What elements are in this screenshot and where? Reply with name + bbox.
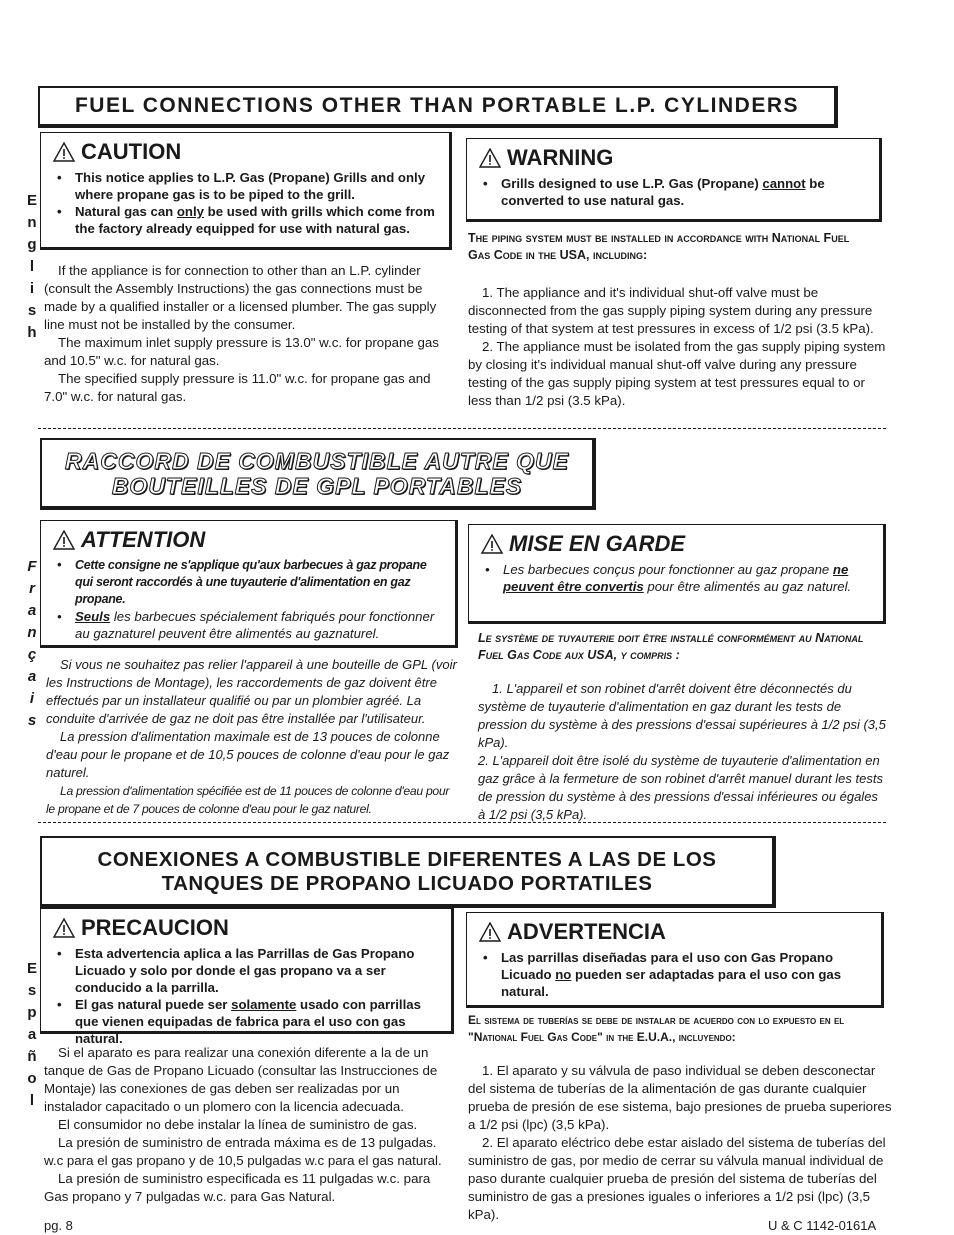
english-left-text (44, 262, 444, 406)
french-left-p2: La pression d'alimentation maximale est de 13 pouces de colonne d'eau pour le propane et de 10,5 pouces de colonne d'eau pour le gaz naturel. (46, 729, 450, 780)
attention-triangle-icon (53, 530, 75, 550)
advertencia-box (466, 912, 884, 1008)
attention-item-1: • Cette consigne ne s'applique qu'aux barbecues à gaz propane qui seront raccordés à une tuyauterie d'alimentation en gaz propane. (75, 557, 445, 608)
warning-title: WARNING (507, 145, 614, 170)
english-side-label: E n g l i s h (26, 192, 37, 341)
advertencia-item: • Las parrillas diseñadas para el uso con Gas Propano Licuado no pueden ser adaptadas para el uso con gas natural. (501, 949, 871, 1000)
french-right-p1: 1. L'appareil et son robinet d'arrêt doivent être déconnectés du système de tuyauterie d'alimentation en gaz durant les tests de pression du système à des pressions d'essai supérieures à 1/2 psi (3,5 kPa). (478, 681, 886, 750)
attention-title: ATTENTION (81, 527, 206, 552)
caution-item-1: • This notice applies to L.P. Gas (Propane) Grills and only where propane gas is to be piped to the grill. (75, 169, 439, 203)
french-banner-line1: RACCORD DE COMBUSTIBLE AUTRE QUE (65, 448, 569, 474)
spanish-left-p1: Si el aparato es para realizar una conexión diferente a la de un tanque de Gas de Propano Licuado (consultar las Instrucciones de Montaje) las conexiones de gas deben ser realizadas por un instalador capacitado o un plomero con la licencia adecuada. (44, 1045, 438, 1114)
advertencia-triangle-icon (479, 922, 501, 942)
warning-item: • Grills designed to use L.P. Gas (Propane) cannot be converted to use natural gas. (501, 175, 869, 209)
french-right-text (478, 680, 888, 824)
mise-en-garde-box (468, 524, 886, 624)
spanish-left-p3: La presión de suministro de entrada máxima es de 13 pulgadas. w.c para el gas propano y de 10,5 pulgadas w.c para el gas natural. (44, 1135, 442, 1168)
french-right-p2: 2. L'appareil doit être isolé du système de tuyauterie d'alimentation en gaz grâce à la fermeture de son robinet d'arrêt manuel durant les tests de pression du système à des pressions d'essai inférieures ou égales à 1/2 psi (3,5 kPa). (478, 753, 883, 822)
english-banner (38, 86, 838, 128)
advertencia-title: ADVERTENCIA (507, 919, 666, 944)
precaucion-box (40, 908, 454, 1046)
french-left-p3: La pression d'alimentation spécifiée est de 11 pouces de colonne d'eau pour le propane et de 7 pouces de colonne d'eau pour le gaz naturel. (46, 784, 450, 816)
caution-box (40, 132, 452, 250)
section-divider-2 (38, 822, 886, 823)
french-banner-line2: BOUTEILLES DE GPL PORTABLES (111, 473, 523, 499)
spanish-right-p2: 2. El aparato eléctrico debe estar aislado del sistema de tuberías del suministro de gas, por medio de cerrar su válvula manual individual de paso durante cualquier prueba de presión del sistema de tuberías del suministro de gas a presiones iguales o inferiores a 1/2 psi (lpc) (3,5 kPa). (468, 1135, 886, 1222)
french-banner (40, 438, 596, 510)
spanish-banner-line2: TANQUES DE PROPANO LICUADO PORTATILES (161, 872, 653, 895)
attention-box (40, 520, 458, 648)
french-code-heading: Le système de tuyauterie doit être installé conformément au National Fuel Gas Code aux USA, y compris : (478, 631, 864, 662)
section-divider-1 (38, 428, 886, 429)
spanish-code-heading: El sistema de tuberías se debe de instalar de acuerdo con lo expuesto en el "National Fuel Gas Code" in the E.U.A., incluyendo: (468, 1013, 845, 1044)
spanish-left-p2: El consumidor no debe instalar la línea de suministro de gas. (58, 1117, 418, 1132)
document-code: U & C 1142-0161A (768, 1218, 877, 1233)
english-right-text (468, 284, 886, 410)
spanish-right-text (468, 1062, 892, 1224)
mise-en-garde-item: • Les barbecues conçus pour fonctionner au gaz propane ne peuvent être convertis pour être alimentés au gaz naturel. (503, 561, 873, 595)
page-number: pg. 8 (44, 1218, 73, 1233)
warning-box (466, 138, 882, 222)
caution-triangle-icon (53, 142, 75, 162)
spanish-left-text (44, 1044, 454, 1206)
english-banner-text: FUEL CONNECTIONS OTHER THAN PORTABLE L.P. CYLINDERS (74, 94, 800, 117)
mise-en-garde-title: MISE EN GARDE (509, 531, 686, 556)
warning-triangle-icon (479, 148, 501, 168)
french-left-text (46, 656, 460, 818)
spanish-side-label: E s p a ñ o l (26, 960, 37, 1109)
french-left-p1: Si vous ne souhaitez pas relier l'appareil à une bouteille de GPL (voir les Instructions de Montage), les raccordements de gaz doivent être effectués par un installateur qualifié ou par un plombier agréé. La conduite d'arrivée de gaz ne doit pas être installée par l'utilisateur. (46, 657, 457, 726)
attention-item-2: • Seuls les barbecues spécialement fabriqués pour fonctionner au gaznaturel peuvent être alimentés au gaznaturel. (75, 608, 445, 642)
caution-title: CAUTION (81, 139, 182, 164)
precaucion-title: PRECAUCION (81, 915, 229, 940)
spanish-banner (40, 836, 776, 908)
precaucion-item-1: • Esta advertencia aplica a las Parrillas de Gas Propano Licuado y solo por donde el gas propano va a ser conducido a la parrilla. (75, 945, 441, 996)
english-right-p2: 2. The appliance must be isolated from the gas supply piping system by closing it's individual manual shut-off valve during any pressure testing of the gas supply piping system at test pressures equal to or less than 1/2 psi (3.5 kPa). (468, 339, 886, 408)
english-left-p3: The specified supply pressure is 11.0" w.c. for propane gas and 7.0" w.c. for natural gas. (44, 371, 431, 404)
precaucion-item-2: • El gas natural puede ser solamente usado con parrillas que vienen equipadas de fabrica para el uso con gas natural. (75, 996, 441, 1047)
mise-en-garde-triangle-icon (481, 534, 503, 554)
spanish-left-p4: La presión de suministro especificada es 11 pulgadas w.c. para Gas propano y 7 pulgadas w.c. para Gas Natural. (44, 1171, 431, 1204)
french-side-label: F r a n ç a i s (27, 558, 37, 729)
precaucion-triangle-icon (53, 918, 75, 938)
english-left-p2: The maximum inlet supply pressure is 13.0" w.c. for propane gas and 10.5" w.c. for natural gas. (44, 335, 439, 368)
english-code-heading: The piping system must be installed in accordance with National Fuel Gas Code in the USA, including: (468, 231, 850, 262)
caution-item-2: • Natural gas can only be used with grills which come from the factory already equipped for use with natural gas. (75, 203, 439, 237)
english-right-p1: 1. The appliance and it's individual shut-off valve must be disconnected from the gas supply piping system during any pressure testing of that system at test pressures in excess of 1/2 psi (3.5 kPa). (468, 285, 874, 336)
english-left-p1: If the appliance is for connection to other than an L.P. cylinder (consult the Assembly Instructions) the gas connections must be made by a qualified installer or a licensed plumber. The gas supply line must not be installed by the consumer. (44, 263, 437, 332)
spanish-right-p1: 1. El aparato y su válvula de paso individual se deben desconectar del sistema de tuberías de la alimentación de gas durante cualquier prueba de presión de ese sistema, bajo presiones de prueba superiores a 1/2 psi (lpc) (3,5 kPa). (468, 1063, 892, 1132)
spanish-banner-line1: CONEXIONES A COMBUSTIBLE DIFERENTES A LAS DE LOS (97, 848, 717, 871)
